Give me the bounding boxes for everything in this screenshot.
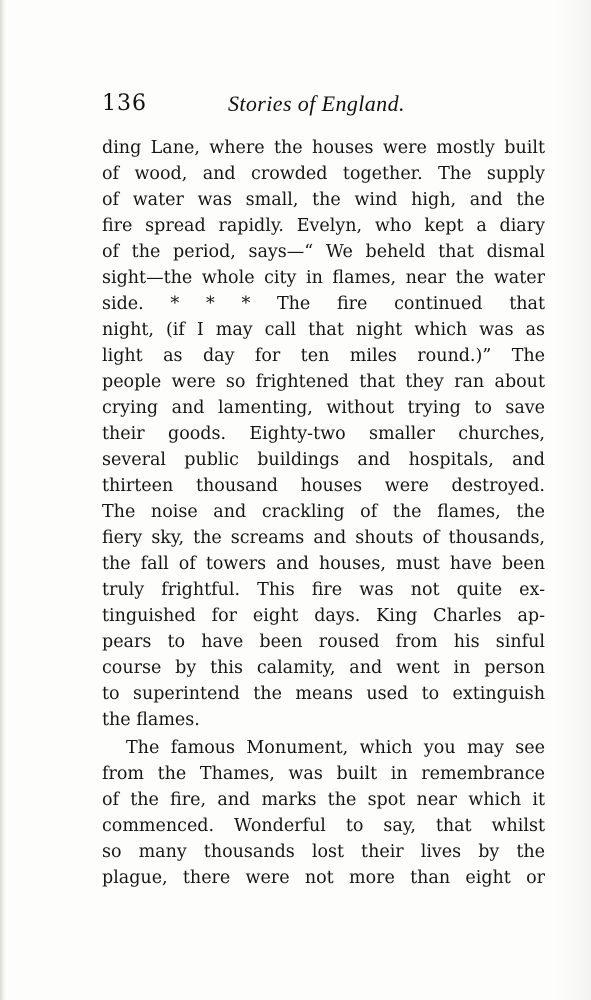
body-text (102, 135, 545, 891)
text-line: light as day for ten miles round.)” The (102, 346, 545, 366)
page-left-shadow (0, 0, 6, 1000)
text-line: plague, there were not more than eight or (102, 868, 545, 888)
text-line: people were so frightened that they ran about (102, 372, 545, 392)
text-line: tinguished for eight days. King Charles ap- (102, 606, 545, 626)
text-line: so many thousands lost their lives by the (102, 842, 545, 862)
text-line: thirteen thousand houses were destroyed. (102, 476, 545, 496)
text-line: of water was small, the wind high, and the (102, 190, 545, 210)
text-line: The noise and crackling of the flames, the (102, 502, 545, 522)
text-line: their goods. Eighty-two smaller churches, (102, 424, 545, 444)
paragraph-1 (102, 135, 545, 733)
running-head (0, 84, 591, 118)
text-line: pears to have been roused from his sinful (102, 632, 545, 652)
text-line: fire spread rapidly. Evelyn, who kept a diary (102, 216, 545, 236)
text-line: of the fire, and marks the spot near which it (102, 790, 545, 810)
text-line: of the period, says—“ We beheld that dismal (102, 242, 545, 262)
page-number: 136 (102, 91, 147, 116)
text-line: night, (if I may call that night which was as (102, 320, 545, 340)
text-line: to superintend the means used to extinguish (102, 684, 545, 704)
running-title: Stories of England. (228, 91, 405, 116)
text-line: of wood, and crowded together. The supply (102, 164, 545, 184)
text-line: fiery sky, the screams and shouts of thousands, (102, 528, 545, 548)
text-line: crying and lamenting, without trying to save (102, 398, 545, 418)
text-line: sight—the whole city in flames, near the water (102, 268, 545, 288)
paragraph-2 (102, 735, 545, 891)
text-line: truly frightful. This fire was not quite ex- (102, 580, 545, 600)
text-line: The famous Monument, which you may see (126, 738, 545, 758)
text-line: ding Lane, where the houses were mostly built (102, 138, 545, 158)
text-line: from the Thames, was built in remembrance (102, 764, 545, 784)
text-line: several public buildings and hospitals, and (102, 450, 545, 470)
text-line: the flames. (102, 710, 200, 730)
page-right-tone (557, 0, 591, 1000)
text-line: commenced. Wonderful to say, that whilst (102, 816, 545, 836)
text-line: course by this calamity, and went in person (102, 658, 545, 678)
text-line: side. * * * The fire continued that (102, 294, 545, 314)
text-line: the fall of towers and houses, must have been (102, 554, 545, 574)
